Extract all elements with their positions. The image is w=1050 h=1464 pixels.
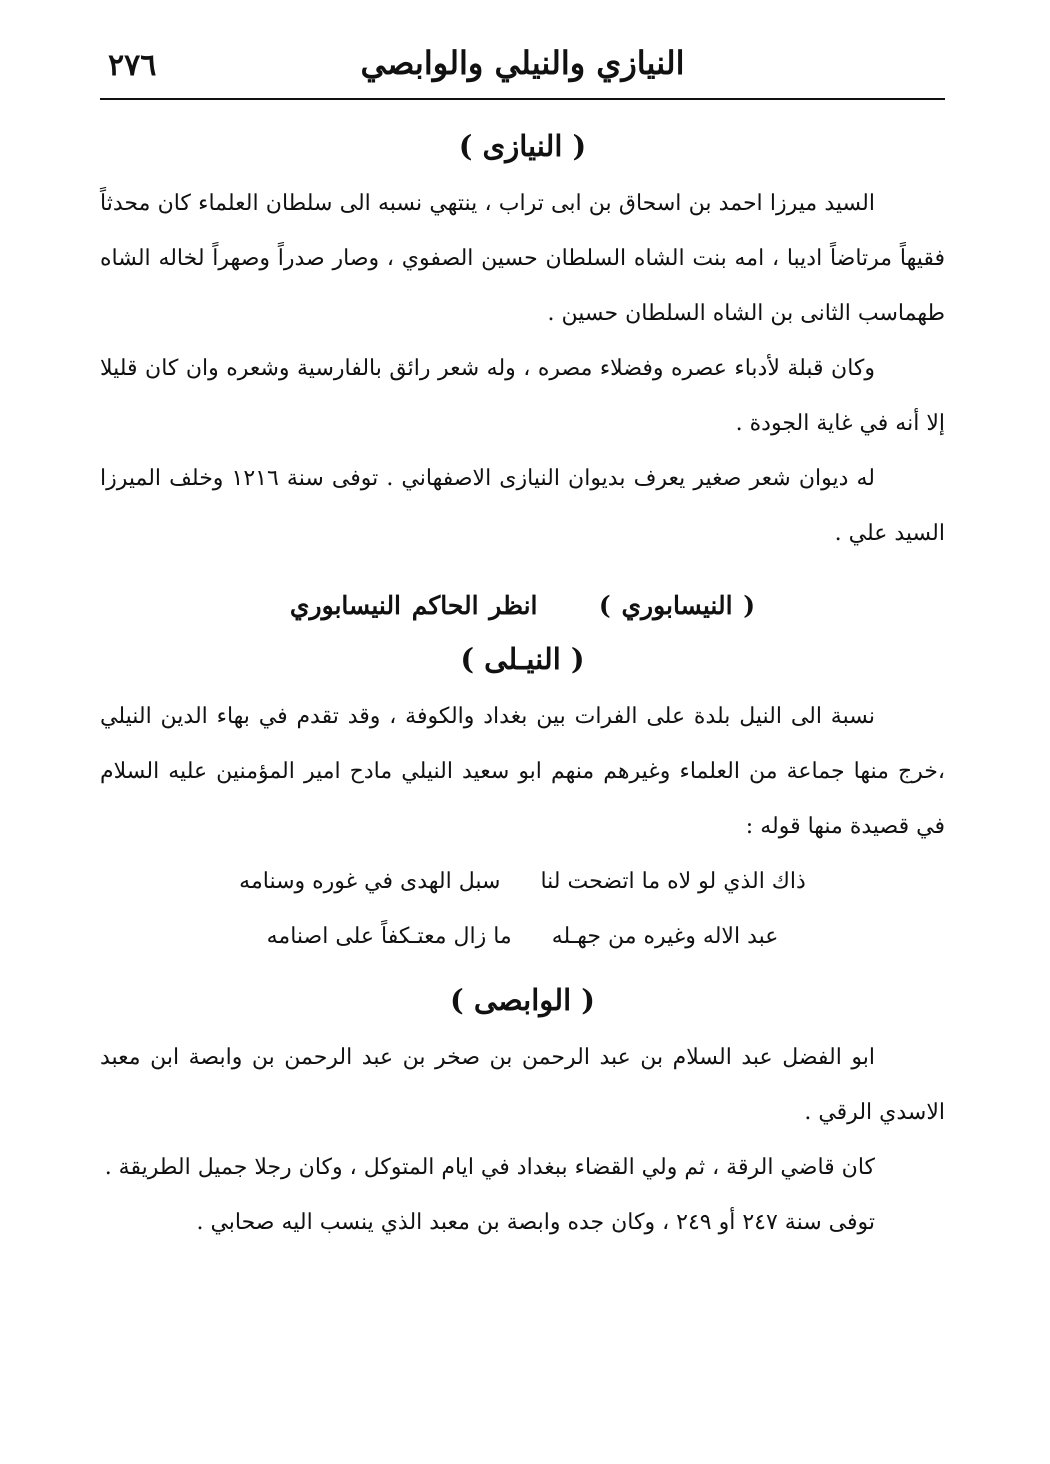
verse-2-first-hemistich: عبد الاله وغيره من جهـله bbox=[551, 924, 779, 949]
wabisi-paragraph-1: ابو الفضل عبد السلام بن عبد الرحمن بن صخر بن عبد الرحمن بن وابصة ابن معبد الاسدي الرقي . bbox=[100, 1045, 945, 1125]
nishaburi-cross-reference bbox=[100, 581, 945, 631]
running-title: النيازي والنيلي والوابصي bbox=[360, 44, 685, 82]
heading-niyazi: ( النيازى ) bbox=[458, 129, 587, 163]
niyazi-paragraph-3: له ديوان شعر صغير يعرف بديوان النيازى الاصفهاني . توفى سنة ١٢١٦ وخلف الميرزا السيد علي . bbox=[100, 466, 945, 546]
nishaburi-reference: انظر الحاكم النيسابوري bbox=[289, 591, 538, 620]
page-number: ٢٧٦ bbox=[108, 48, 157, 83]
verse-line-1 bbox=[100, 854, 945, 909]
document-page bbox=[100, 40, 945, 1400]
page-header bbox=[100, 40, 945, 98]
nishaburi-term: ( النيسابوري ) bbox=[598, 591, 756, 620]
verse-2-second-hemistich: ما زال معتـكفاً على اصنامه bbox=[266, 924, 512, 949]
verse-1-first-hemistich: ذاك الذي لو لاه ما اتضحت لنا bbox=[540, 869, 806, 894]
verse-1-second-hemistich: سبل الهدى في غوره وسنامه bbox=[239, 869, 501, 894]
heading-wabisi: ( الوابصى ) bbox=[450, 983, 595, 1017]
header-rule bbox=[100, 98, 945, 100]
spacer bbox=[100, 964, 945, 974]
page-content bbox=[100, 120, 945, 1250]
nili-paragraph-1: نسبة الى النيل بلدة على الفرات بين بغداد والكوفة ، وقد تقدم في بهاء الدين النيلي ،خرج منها جماعة من العلماء وغيرهم منهم ابو سعيد النيلي مادح امير المؤمنين عليه السلام في قصيدة منها قوله : bbox=[100, 704, 945, 839]
verse-line-2 bbox=[100, 909, 945, 964]
wabisi-paragraph-3: توفى سنة ٢٤٧ أو ٢٤٩ ، وكان جده وابصة بن معبد الذي ينسب اليه صحابي . bbox=[196, 1210, 875, 1235]
wabisi-paragraph-2: كان قاضي الرقة ، ثم ولي القضاء ببغداد في ايام المتوكل ، وكان رجلا جميل الطريقة . bbox=[104, 1155, 875, 1180]
niyazi-paragraph-1: السيد ميرزا احمد بن اسحاق بن ابى تراب ، ينتهي نسبه الى سلطان العلماء كان محدثاً فقيهاً مرتاضاً اديبا ، امه بنت الشاه السلطان حسين الصفوي ، وصار صدراً وصهراً لخاله الشاه طهماسب الثانى بن الشاه السلطان حسين . bbox=[100, 191, 945, 326]
niyazi-paragraph-2: وكان قبلة لأدباء عصره وفضلاء مصره ، وله شعر رائق بالفارسية وشعره وان كان قليلا إلا أنه في غاية الجودة . bbox=[100, 356, 945, 436]
heading-nili: ( النيـلى ) bbox=[460, 642, 585, 676]
